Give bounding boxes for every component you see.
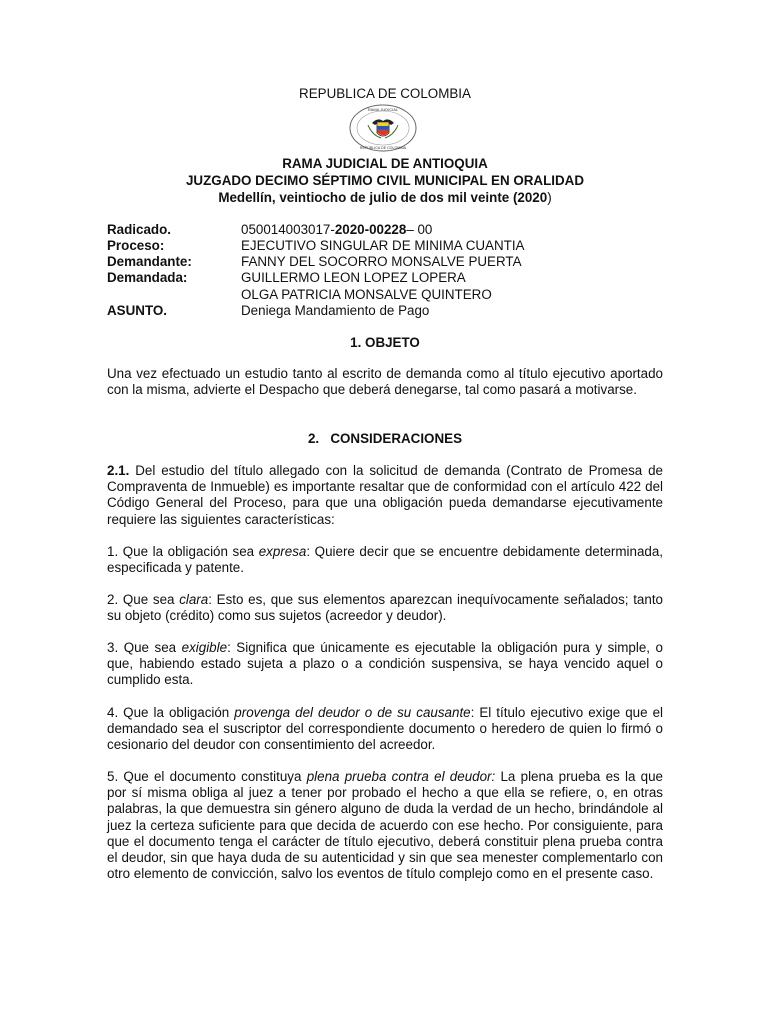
item-prefix: 3. Que sea [107, 640, 182, 655]
radicado-number: 2020-00228 [334, 222, 407, 237]
svg-text:RAMA JUDICIAL: RAMA JUDICIAL [367, 107, 399, 112]
court-name-line-2: JUZGADO DECIMO SÉPTIMO CIVIL MUNICIPAL EN ORALIDAD [185, 173, 585, 188]
objeto-heading: 1. OBJETO [350, 335, 420, 350]
item-prefix: 1. Que la obligación sea [107, 544, 259, 559]
demandante-value: FANNY DEL SOCORRO MONSALVE PUERTA [241, 254, 522, 269]
asunto-value: Deniega Mandamiento de Pago [241, 303, 430, 318]
paragraph-number: 2.1. [107, 463, 130, 478]
requirement-item-5 [107, 769, 663, 882]
proceso-label: Proceso: [107, 238, 165, 253]
item-text: : Significa que únicamente es ejecutable la obligación pura y simple, o que, habiendo estado sujeta a plazo o a condición suspensiva, se haya vencido aquel o cumplido esta. [107, 640, 663, 688]
radicado-label: Radicado. [107, 222, 171, 237]
radicado-prefix: 050014003017- [241, 222, 335, 237]
date-line: Medellín, veintiocho de julio de dos mil veinte (2020) [218, 190, 552, 205]
svg-text:REPÚBLICA DE COLOMBIA: REPÚBLICA DE COLOMBIA [359, 146, 407, 150]
item-emphasis: plena prueba contra el deudor: [306, 769, 496, 784]
proceso-value: EJECUTIVO SINGULAR DE MINIMA CUANTIA [241, 238, 525, 253]
item-emphasis: clara [179, 592, 209, 607]
demandada-value-2: OLGA PATRICIA MONSALVE QUINTERO [241, 287, 492, 302]
item-emphasis: provenga del deudor o de su causante [234, 705, 471, 720]
paragraph-text: Del estudio del título allegado con la solicitud de demanda (Contrato de Promesa de Compraventa de Inmueble) es importante resaltar que de conformidad con el artículo 422 del Código General del Proceso, para que una obligación pueda demandarse ejecutivamente requiere las siguientes características: [107, 463, 663, 527]
item-text: La plena prueba es la que por sí misma obliga al juez a tener por probado el hecho a que ella se refiere, o, en otras palabras, la que demuestra sin género alguno de duda la verdad de un hecho, brindándole al juez la certeza suficiente para que decida de acuerdo con ese hecho. Por consiguiente, para que el documento tenga el carácter de título ejecutivo, deberá constituir plena prueba contra el deudor, sin que haya duda de su autenticidad y sin que sea menester complementarlo con otro elemento de convicción, salvo los eventos de título complejo como en el presente caso. [107, 769, 663, 882]
objeto-paragraph: Una vez efectuado un estudio tanto al escrito de demanda como al título ejecutivo aportado con la misma, advierte el Despacho que deberá denegarse, tal como pasará a motivarse. [107, 366, 663, 398]
demandada-value-1: GUILLERMO LEON LOPEZ LOPERA [241, 270, 466, 285]
demandante-label: Demandante: [107, 254, 192, 269]
demandada-label: Demandada: [107, 270, 188, 285]
requirement-item-1 [107, 544, 663, 576]
date-text: Medellín, veintiocho de julio de dos mil veinte (2020 [218, 190, 548, 205]
item-emphasis: expresa [258, 544, 307, 559]
item-prefix: 4. Que la obligación [107, 705, 235, 720]
item-text: : El título ejecutivo exige que el demandado sea el suscriptor del correspondiente documento o heredero de quien lo firmó o cesionario del deudor con consentimiento del acreedor. [107, 705, 664, 753]
consideraciones-heading: 2. CONSIDERACIONES [307, 431, 463, 446]
radicado-value [241, 222, 432, 237]
item-text: : Esto es, que sus elementos aparezcan inequívocamente señalados; tanto su objeto (crédito) como sus sujetos (acreedor y deudor). [107, 592, 663, 624]
requirement-item-4 [107, 705, 663, 754]
asunto-label: ASUNTO. [107, 303, 168, 318]
radicado-suffix: – 00 [406, 222, 433, 237]
item-text: : Quiere decir que se encuentre debidamente determinada, especificada y patente. [107, 544, 664, 576]
court-name-line-1: RAMA JUDICIAL DE ANTIOQUIA [282, 156, 488, 171]
item-emphasis: exigible [181, 640, 228, 655]
paragraph-2-1 [107, 463, 663, 528]
judicial-seal-logo [348, 103, 418, 153]
item-prefix: 5. Que el documento constituya [107, 769, 307, 784]
requirement-item-3 [107, 640, 663, 689]
requirement-item-2 [107, 592, 663, 624]
item-prefix: 2. Que sea [107, 592, 180, 607]
country-heading: REPUBLICA DE COLOMBIA [299, 86, 471, 101]
